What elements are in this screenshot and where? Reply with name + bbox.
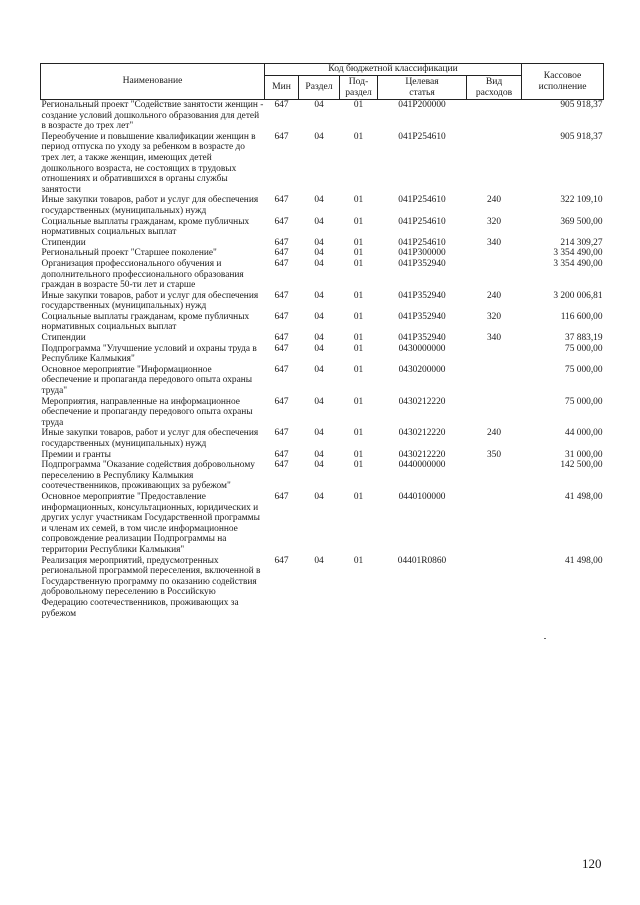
cell-min: 647 <box>274 343 289 354</box>
cell-name: Стипендии <box>41 237 86 248</box>
cell-target: 041P200000 <box>398 100 446 110</box>
header-min: Мин <box>265 76 299 100</box>
cell-vid <box>467 492 522 556</box>
cell-name: Региональный проект "Старшее поколение" <box>41 248 217 259</box>
cell-target: 041P352940 <box>398 333 446 344</box>
cell-target: 0440100000 <box>398 491 446 502</box>
header-podrazdel: Под- раздел <box>340 76 378 100</box>
cell-name: Подпрограмма "Улучшение условий и охраны труда в Республике Калмыкия" <box>41 343 257 365</box>
cell-razdel: 04 <box>314 449 324 460</box>
table-row <box>41 344 604 365</box>
cell-sum: 905 918,37 <box>560 100 603 110</box>
cell-razdel: 04 <box>314 100 324 110</box>
cell-target: 041P352940 <box>398 290 446 301</box>
cell-target: 041P254610 <box>398 195 446 206</box>
table-row <box>41 365 604 397</box>
cell-name: Иные закупки товаров, работ и услуг для обеспечения государственных (муниципальных) нужд <box>41 290 259 312</box>
cell-vid <box>467 132 522 196</box>
cell-vid: 320 <box>486 216 502 227</box>
cell-target: 0430000000 <box>398 343 446 354</box>
table-row <box>41 259 604 291</box>
cell-podrazdel: 01 <box>353 343 364 354</box>
cell-razdel: 04 <box>314 131 324 142</box>
cell-min: 647 <box>274 258 289 269</box>
cell-sum: 3 200 006,81 <box>553 290 603 301</box>
cell-razdel: 04 <box>314 396 324 407</box>
cell-target: 0430212220 <box>398 449 446 460</box>
cell-podrazdel: 01 <box>353 216 364 227</box>
cell-sum: 75 000,00 <box>565 364 603 375</box>
page-number: 120 <box>582 856 602 871</box>
cell-vid <box>467 259 522 291</box>
cell-vid <box>467 248 522 259</box>
table-row <box>41 100 604 132</box>
cell-name: Социальные выплаты гражданам, кроме публичных нормативных социальных выплат <box>41 311 250 333</box>
cell-min: 647 <box>274 428 289 439</box>
cell-sum: 214 309,27 <box>560 237 603 248</box>
cell-podrazdel: 01 <box>353 428 364 439</box>
cell-min: 647 <box>274 396 289 407</box>
cell-razdel: 04 <box>314 290 324 301</box>
cell-vid: 340 <box>486 237 502 248</box>
cell-razdel: 04 <box>314 258 324 269</box>
cell-razdel: 04 <box>314 460 324 471</box>
cell-vid <box>467 556 522 620</box>
budget-table <box>40 63 604 619</box>
cell-name: Основное мероприятие "Информационное обеспечение и пропаганда передового опыта охраны труда" <box>41 364 253 397</box>
cell-razdel: 04 <box>314 248 324 259</box>
cell-min: 647 <box>274 237 289 248</box>
cell-vid: 240 <box>486 428 502 439</box>
cell-min: 647 <box>274 290 289 301</box>
cell-podrazdel: 01 <box>353 258 364 269</box>
cell-min: 647 <box>274 491 289 502</box>
cell-min: 647 <box>274 364 289 375</box>
cell-vid <box>467 460 522 492</box>
cell-razdel: 04 <box>314 343 324 354</box>
header-kassa: Кассовое исполнение <box>522 64 604 100</box>
header-razdel: Раздел <box>299 76 340 100</box>
cell-podrazdel: 01 <box>353 555 364 566</box>
cell-name: Иные закупки товаров, работ и услуг для обеспечения государственных (муниципальных) нужд <box>41 428 259 449</box>
table-row <box>41 492 604 556</box>
cell-target: 041P352940 <box>398 258 446 269</box>
cell-podrazdel: 01 <box>353 333 364 344</box>
cell-sum: 369 500,00 <box>560 216 603 227</box>
table-row <box>41 238 604 249</box>
table-row <box>41 460 604 492</box>
table-row <box>41 132 604 196</box>
cell-sum: 44 000,00 <box>565 428 603 439</box>
cell-sum: 116 600,00 <box>560 311 603 322</box>
table-row <box>41 450 604 461</box>
cell-target: 0440000000 <box>398 460 446 471</box>
table-row <box>41 248 604 259</box>
cell-min: 647 <box>274 248 289 259</box>
cell-podrazdel: 01 <box>353 290 364 301</box>
cell-podrazdel: 01 <box>353 364 364 375</box>
cell-name: Региональный проект "Содействие занятости женщин - создание условий дошкольного образования для детей в возрасте до трех лет" <box>41 100 264 132</box>
cell-target: 041P254610 <box>398 237 446 248</box>
cell-name: Подпрограмма "Оказание содействия добровольному переселению в Республику Калмыкия соотечественников, проживающих за рубежом" <box>41 460 255 492</box>
cell-razdel: 04 <box>314 195 324 206</box>
header-name: Наименование <box>41 64 265 100</box>
cell-name: Переобучение и повышение квалификации женщин в период отпуска по уходу за ребенком в возрасте до трех лет, а также женщин, имеющих детей дошкольного возраста, не состоящих в трудовых отношениях и обратившихся в органы службы занятости <box>41 131 256 195</box>
cell-vid <box>467 397 522 429</box>
cell-min: 647 <box>274 311 289 322</box>
cell-podrazdel: 01 <box>353 491 364 502</box>
table-row <box>41 312 604 333</box>
cell-name: Мероприятия, направленные на информационное обеспечение и пропаганду передового опыта охраны труда <box>41 396 253 428</box>
cell-min: 647 <box>274 216 289 227</box>
cell-min: 647 <box>274 131 289 142</box>
table-row <box>41 291 604 312</box>
cell-podrazdel: 01 <box>353 195 364 206</box>
table-row <box>41 556 604 620</box>
cell-min: 647 <box>274 100 289 110</box>
cell-razdel: 04 <box>314 216 324 227</box>
cell-razdel: 04 <box>314 555 324 566</box>
cell-sum: 37 883,19 <box>565 333 603 344</box>
cell-razdel: 04 <box>314 333 324 344</box>
cell-name: Реализация мероприятий, предусмотренных региональной программой переселения, включенной в Государственную программу по оказанию содействия добровольному переселению в Российскую Федерацию соотечественников, проживающих за рубежом <box>41 555 261 619</box>
cell-sum: 31 000,00 <box>565 449 603 460</box>
cell-razdel: 04 <box>314 311 324 322</box>
cell-sum: 3 354 490,00 <box>553 248 603 259</box>
cell-min: 647 <box>274 449 289 460</box>
cell-target: 0430212220 <box>398 396 446 407</box>
cell-min: 647 <box>274 333 289 344</box>
cell-vid: 350 <box>486 449 502 460</box>
cell-sum: 322 109,10 <box>560 195 603 206</box>
cell-podrazdel: 01 <box>353 100 364 110</box>
cell-target: 04401R0860 <box>397 555 447 566</box>
table-row <box>41 217 604 238</box>
cell-vid: 320 <box>486 311 502 322</box>
cell-sum: 75 000,00 <box>565 396 603 407</box>
cell-sum: 142 500,00 <box>560 460 603 471</box>
cell-target: 041P254610 <box>398 131 446 142</box>
cell-min: 647 <box>274 555 289 566</box>
cell-podrazdel: 01 <box>353 237 364 248</box>
cell-vid: 340 <box>486 333 502 344</box>
header-vid: Вид расходов <box>467 76 522 100</box>
cell-vid <box>467 365 522 397</box>
table-row <box>41 397 604 429</box>
cell-target: 0430212220 <box>398 428 446 439</box>
cell-name: Премии и гранты <box>41 449 111 460</box>
cell-sum: 905 918,37 <box>560 131 603 142</box>
cell-podrazdel: 01 <box>353 460 364 471</box>
cell-name: Социальные выплаты гражданам, кроме публичных нормативных социальных выплат <box>41 216 250 238</box>
cell-target: 041P352940 <box>398 311 446 322</box>
cell-vid: 240 <box>486 290 502 301</box>
header-target: Целевая статья <box>378 76 467 100</box>
table-body <box>41 100 604 620</box>
table-row <box>41 195 604 216</box>
cell-target: 041P254610 <box>398 216 446 227</box>
header-code-group: Код бюджетной классификации <box>265 64 522 76</box>
cell-vid <box>467 344 522 365</box>
table-row <box>41 333 604 344</box>
cell-name: Иные закупки товаров, работ и услуг для обеспечения государственных (муниципальных) нужд <box>41 195 259 216</box>
cell-podrazdel: 01 <box>353 131 364 142</box>
stray-mark <box>544 638 546 639</box>
table-header <box>41 64 604 100</box>
cell-razdel: 04 <box>314 491 324 502</box>
cell-razdel: 04 <box>314 364 324 375</box>
cell-vid <box>467 100 522 132</box>
cell-name: Основное мероприятие "Предоставление информационных, консультационных, юридических и других услуг участникам Государственной программы и членам их семей, в том числе информационное сопровождение реализации Подпрограммы на территории Республики Калмыкия" <box>41 491 260 555</box>
cell-min: 647 <box>274 460 289 471</box>
cell-podrazdel: 01 <box>353 248 364 259</box>
cell-razdel: 04 <box>314 428 324 439</box>
cell-podrazdel: 01 <box>353 311 364 322</box>
cell-min: 647 <box>274 195 289 206</box>
cell-sum: 41 498,00 <box>565 555 603 566</box>
cell-podrazdel: 01 <box>353 449 364 460</box>
cell-sum: 75 000,00 <box>565 343 603 354</box>
cell-name: Стипендии <box>41 333 86 344</box>
cell-razdel: 04 <box>314 237 324 248</box>
cell-vid: 240 <box>486 195 502 206</box>
cell-podrazdel: 01 <box>353 396 364 407</box>
cell-sum: 3 354 490,00 <box>553 258 603 269</box>
cell-target: 0430200000 <box>398 364 446 375</box>
cell-target: 041P300000 <box>398 248 446 259</box>
table-row <box>41 428 604 449</box>
cell-name: Организация профессионального обучения и дополнительного профессионального образования граждан в возрасте 50-ти лет и старше <box>41 258 244 291</box>
cell-sum: 41 498,00 <box>565 491 603 502</box>
